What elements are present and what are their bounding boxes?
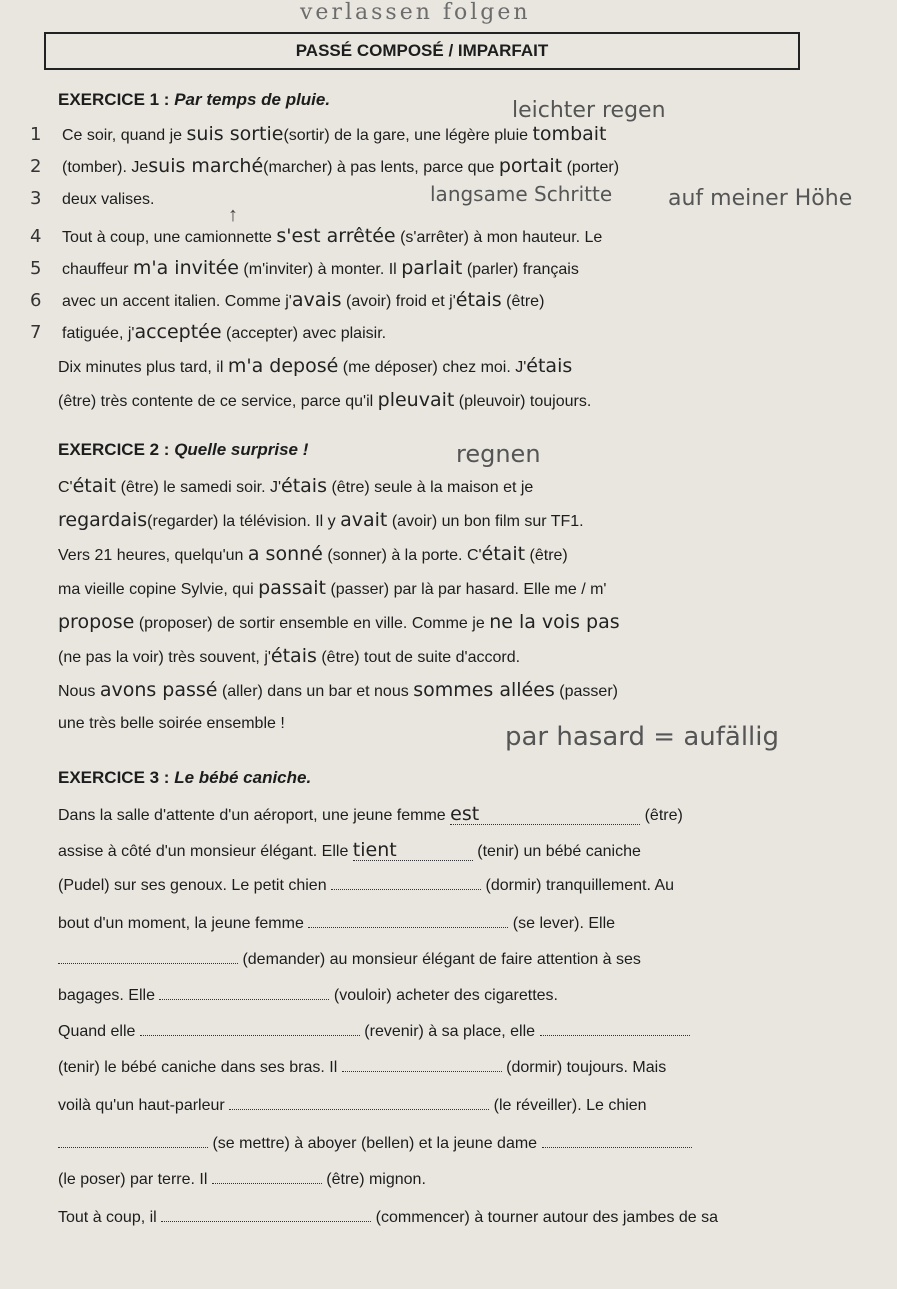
margin-number-1: 1 — [30, 124, 42, 145]
exercise-3-name: Le bébé caniche. — [174, 768, 312, 787]
margin-number-5: 5 — [30, 258, 42, 279]
note-regnen: regnen — [456, 440, 541, 468]
text: Quand elle — [58, 1023, 136, 1040]
ex2-line-6 — [58, 646, 520, 668]
answer[interactable]: m'a deposé — [227, 355, 339, 377]
text: (être) — [644, 807, 683, 824]
text: (être) — [506, 293, 545, 310]
answer[interactable]: étais — [281, 475, 327, 497]
margin-number-7: 7 — [30, 322, 42, 343]
answer[interactable]: avons passé — [99, 679, 218, 701]
text: (revenir) à sa place, elle — [364, 1023, 536, 1040]
ex1-line-8 — [58, 356, 572, 378]
ex1-line-7 — [62, 322, 386, 344]
answer[interactable]: propose — [58, 611, 135, 633]
answer[interactable]: avait — [340, 509, 388, 531]
note-auf-meiner-hoehe: auf meiner Höhe — [668, 186, 853, 211]
answer-field[interactable] — [331, 889, 481, 890]
text: (dormir) toujours. Mais — [506, 1059, 667, 1076]
ex2-line-3 — [58, 544, 568, 566]
note-par-hasard: par hasard = aufällig — [505, 722, 780, 752]
text: (demander) au monsieur élégant de faire attention à ses — [242, 951, 641, 968]
text: (sonner) à la porte. C' — [327, 547, 482, 564]
answer[interactable]: passait — [258, 577, 326, 599]
text: (sortir) de la gare, une légère pluie — [283, 127, 529, 144]
answer-field[interactable] — [58, 1147, 208, 1148]
ex2-line-8 — [58, 714, 285, 734]
answer[interactable]: était — [72, 475, 117, 497]
text: (me déposer) chez moi. J' — [342, 359, 527, 376]
answer[interactable]: parlait — [401, 257, 463, 279]
text: ma vieille copine Sylvie, qui — [58, 581, 254, 598]
text: (porter) — [566, 159, 620, 176]
text: (Pudel) sur ses genoux. Le petit chien — [58, 877, 327, 894]
exercise-3-label: EXERCICE 3 : — [58, 768, 175, 787]
answer[interactable]: étais — [270, 645, 317, 667]
ex2-line-5 — [58, 612, 620, 634]
ex1-line-9 — [58, 390, 591, 412]
ex1-line-1 — [62, 124, 607, 146]
answer[interactable]: a sonné — [247, 543, 323, 565]
text: (aller) dans un bar et nous — [221, 683, 409, 700]
ex1-line-4 — [62, 226, 602, 248]
ex2-line-1 — [58, 476, 533, 498]
ex1-line-2 — [62, 156, 619, 178]
text: (se mettre) à aboyer (bellen) et la jeune dame — [212, 1135, 538, 1152]
text: (accepter) avec plaisir. — [226, 325, 387, 342]
answer-field[interactable] — [140, 1035, 360, 1036]
answer[interactable]: portait — [498, 155, 563, 177]
ex3-line-6 — [58, 986, 558, 1006]
ex1-line-5 — [62, 258, 579, 280]
answer[interactable]: étais — [455, 289, 502, 311]
text: (ne pas la voir) très souvent, j' — [58, 649, 271, 666]
text: (passer) — [559, 683, 618, 700]
answer-field[interactable] — [159, 999, 329, 1000]
ex1-line-3 — [62, 190, 155, 210]
text: (être) tout de suite d'accord. — [321, 649, 521, 666]
ex3-line-10 — [58, 1134, 692, 1154]
note-langsame-schritte: langsame Schritte — [430, 182, 613, 206]
text: Nous — [58, 683, 96, 700]
answer[interactable]: tombait — [532, 123, 607, 145]
ex3-line-3 — [58, 876, 674, 896]
text: (regarder) la télévision. Il y — [147, 513, 336, 530]
text: (être) mignon. — [326, 1171, 426, 1188]
answer[interactable]: s'est arrêtée — [276, 225, 396, 247]
answer[interactable]: suis sortie — [186, 123, 284, 145]
exercise-3-title — [58, 768, 311, 788]
text: Dans la salle d'attente d'un aéroport, une jeune femme — [58, 807, 446, 824]
text: (proposer) de sortir ensemble en ville. Comme je — [138, 615, 485, 632]
text: (avoir) froid et j' — [346, 293, 456, 310]
ex3-line-7 — [58, 1022, 690, 1042]
margin-number-6: 6 — [30, 290, 42, 311]
text: Dix minutes plus tard, il — [58, 359, 224, 376]
answer-field[interactable] — [58, 963, 238, 964]
text: (s'arrêter) à mon hauteur. Le — [400, 229, 603, 246]
answer[interactable]: suis marché — [148, 155, 264, 177]
text: fatiguée, j' — [62, 325, 135, 342]
exercise-1-name: Par temps de pluie. — [174, 90, 331, 109]
ex3-line-4 — [58, 914, 615, 934]
text: (pleuvoir) toujours. — [458, 393, 592, 410]
ex3-line-5 — [58, 950, 641, 970]
text: (commencer) à tourner autour des jambes de sa — [375, 1209, 719, 1226]
answer-field[interactable]: tient — [353, 840, 473, 861]
exercise-2-name: Quelle surprise ! — [174, 440, 309, 459]
ex2-line-4 — [58, 578, 606, 600]
answer-field[interactable]: est — [450, 804, 640, 825]
worksheet-title: PASSÉ COMPOSÉ / IMPARFAIT — [44, 32, 800, 70]
exercise-1-label: EXERCICE 1 : — [58, 90, 175, 109]
text: (être) seule à la maison et je — [331, 479, 534, 496]
text: (marcher) à pas lents, parce que — [263, 159, 495, 176]
text: (vouloir) acheter des cigarettes. — [333, 987, 558, 1004]
answer[interactable]: étais — [526, 355, 573, 377]
exercise-2-title — [58, 440, 308, 460]
exercise-2-label: EXERCICE 2 : — [58, 440, 175, 459]
answer[interactable]: était — [481, 543, 526, 565]
ex3-line-11 — [58, 1170, 426, 1190]
ex1-line-6 — [62, 290, 544, 312]
answer-field[interactable] — [161, 1221, 371, 1222]
text: (le réveiller). Le chien — [493, 1097, 647, 1114]
text: (être) — [529, 547, 568, 564]
ex2-line-2 — [58, 510, 584, 532]
answer[interactable]: ne la vois pas — [489, 611, 620, 633]
text: voilà qu'un haut-parleur — [58, 1097, 225, 1114]
answer[interactable]: regardais — [58, 509, 148, 531]
text: (être) très contente de ce service, parce qu'il — [58, 393, 374, 410]
answer[interactable]: pleuvait — [377, 389, 455, 411]
margin-number-2: 2 — [30, 156, 42, 177]
exercise-1-title — [58, 90, 330, 110]
answer[interactable]: sommes allées — [413, 679, 555, 701]
answer-field[interactable] — [308, 927, 508, 928]
answer-field[interactable] — [342, 1071, 502, 1072]
answer-field[interactable] — [212, 1183, 322, 1184]
text: (m'inviter) à monter. Il — [243, 261, 397, 278]
text: (tenir) le bébé caniche dans ses bras. Il — [58, 1059, 338, 1076]
margin-number-4: 4 — [30, 226, 42, 247]
text: Tout à coup, une camionnette — [62, 229, 272, 246]
text: (tomber). Je — [62, 159, 149, 176]
ex3-line-9 — [58, 1096, 647, 1116]
text: (tenir) un bébé caniche — [477, 843, 641, 860]
text: (se lever). Elle — [512, 915, 616, 932]
text: avec un accent italien. Comme j' — [62, 293, 292, 310]
arrow-mark: ↑ — [228, 204, 238, 226]
text: (parler) français — [466, 261, 579, 278]
text: Ce soir, quand je — [62, 127, 183, 144]
text: Tout à coup, il — [58, 1209, 157, 1226]
text: Vers 21 heures, quelqu'un — [58, 547, 244, 564]
answer[interactable]: acceptée — [134, 321, 222, 343]
text: assise à côté d'un monsieur élégant. Elle — [58, 843, 349, 860]
text: C' — [58, 479, 73, 496]
text: (avoir) un bon film sur TF1. — [391, 513, 584, 530]
margin-number-3: 3 — [30, 188, 42, 209]
answer[interactable]: avais — [291, 289, 342, 311]
answer-field[interactable] — [229, 1109, 489, 1110]
answer-field[interactable] — [542, 1147, 692, 1148]
text: bagages. Elle — [58, 987, 155, 1004]
text: deux valises. — [62, 191, 155, 208]
text: (être) le samedi soir. J' — [120, 479, 282, 496]
text: (passer) par là par hasard. Elle me / m' — [330, 581, 607, 598]
text: (dormir) tranquillement. Au — [485, 877, 675, 894]
text: (le poser) par terre. Il — [58, 1171, 208, 1188]
text: chauffeur — [62, 261, 129, 278]
answer-field[interactable] — [540, 1035, 690, 1036]
ex3-line-8 — [58, 1058, 666, 1078]
answer[interactable]: m'a invitée — [132, 257, 239, 279]
ex3-line-2 — [58, 840, 641, 862]
text: bout d'un moment, la jeune femme — [58, 915, 304, 932]
top-handwritten-scribble: verlassen folgen — [300, 0, 531, 25]
note-leichter-regen: leichter regen — [512, 98, 666, 123]
ex3-line-1 — [58, 804, 683, 826]
ex2-line-7 — [58, 680, 618, 702]
ex3-line-12 — [58, 1208, 718, 1228]
text: une très belle soirée ensemble ! — [58, 715, 285, 732]
